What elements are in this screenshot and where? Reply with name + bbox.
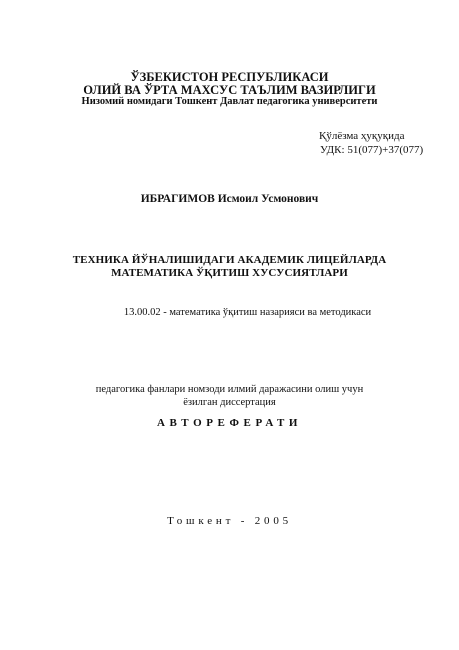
title-line-1: ТЕХНИКА ЙЎНАЛИШИДАГИ АКАДЕМИК ЛИЦЕЙЛАРДА (72, 254, 387, 266)
copyright-note: Қўлёзма ҳуқуқида (319, 130, 405, 142)
country-name: ЎЗБЕКИСТОН РЕСПУБЛИКАСИ (130, 70, 329, 84)
degree-purpose: педагогика фанлари номзоди илмий даражасини олиш учун (95, 384, 364, 395)
dissertation-type: ёзилган диссертация (183, 397, 276, 408)
title-line-2: МАТЕМАТИКА ЎҚИТИШ ХУСУСИЯТЛАРИ (111, 267, 348, 279)
udk-code: УДК: 51(077)+37(077) (320, 144, 424, 156)
city-year: Тошкент - 2005 (167, 515, 292, 527)
abstract-label: АВТОРЕФЕРАТИ (156, 417, 303, 429)
ministry-name: ОЛИЙ ВА ЎРТА МАХСУС ТАЪЛИМ ВАЗИРЛИГИ (83, 83, 376, 97)
university-name: Низомий номидаги Тошкент Давлат педагогика университети (81, 96, 378, 107)
author-name (0, 194, 459, 206)
author-given-name: Исмоил Усмонович (217, 193, 319, 205)
author-surname: ИБРАГИМОВ (140, 193, 215, 205)
specialty-code: 13.00.02 - математика ўқитиш назарияси ва методикаси (123, 307, 372, 318)
